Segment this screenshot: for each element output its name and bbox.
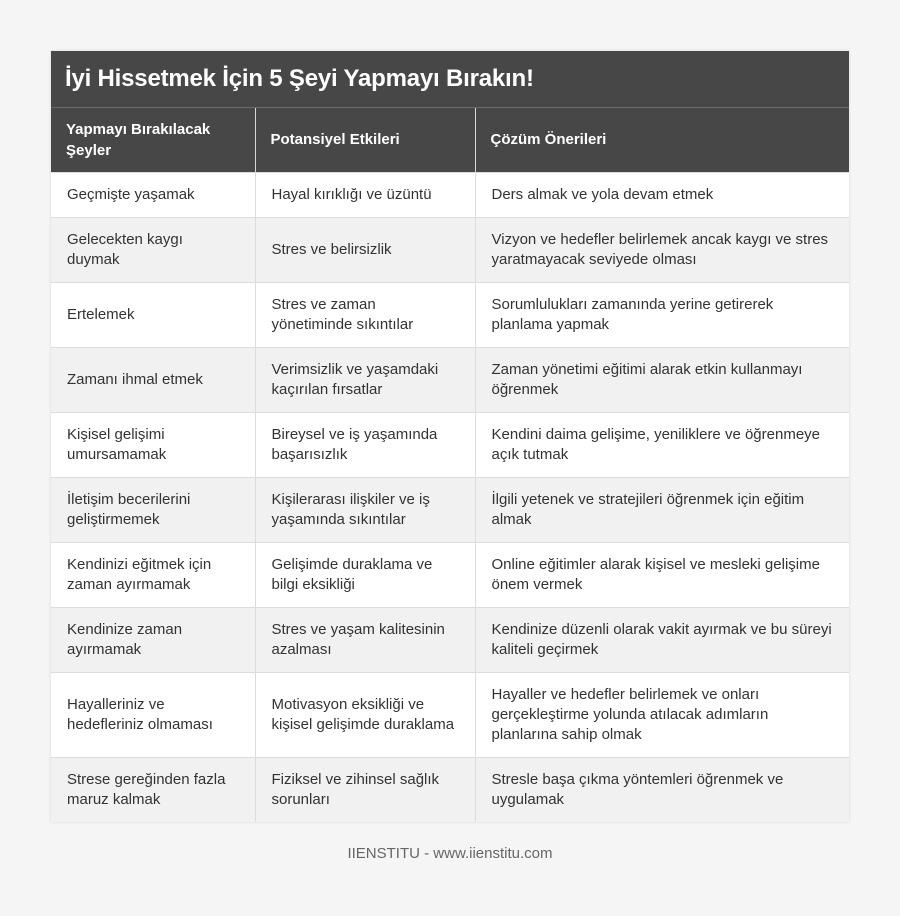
cell-effect: Stres ve belirsizlik [255,217,475,282]
cell-thing: Geçmişte yaşamak [51,172,255,217]
cell-solution: Stresle başa çıkma yöntemleri öğrenmek ve uygulamak [475,757,849,822]
cell-effect: Fiziksel ve zihinsel sağlık sorunları [255,757,475,822]
table-row [51,607,849,672]
table-row [51,412,849,477]
table-row [51,282,849,347]
cell-thing: Kendinize zaman ayırmamak [51,607,255,672]
header-row [51,108,849,172]
cell-solution: Online eğitimler alarak kişisel ve mesleki gelişime önem vermek [475,542,849,607]
cell-effect: Hayal kırıklığı ve üzüntü [255,172,475,217]
column-header-things-to-stop: Yapmayı Bırakılacak Şeyler [51,108,255,172]
cell-solution: Zaman yönetimi eğitimi alarak etkin kullanmayı öğrenmek [475,347,849,412]
cell-solution: Kendinize düzenli olarak vakit ayırmak ve bu süreyi kaliteli geçirmek [475,607,849,672]
cell-thing: Gelecekten kaygı duymak [51,217,255,282]
cell-solution: Ders almak ve yola devam etmek [475,172,849,217]
cell-thing: Hayalleriniz ve hedefleriniz olmaması [51,672,255,757]
cell-solution: Hayaller ve hedefler belirlemek ve onları gerçekleştirme yolunda atılacak adımların planlarına sahip olmak [475,672,849,757]
table-row [51,477,849,542]
cell-thing: Zamanı ihmal etmek [51,347,255,412]
cell-effect: Verimsizlik ve yaşamdaki kaçırılan fırsatlar [255,347,475,412]
cell-solution: Vizyon ve hedefler belirlemek ancak kaygı ve stres yaratmayacak seviyede olması [475,217,849,282]
cell-solution: İlgili yetenek ve stratejileri öğrenmek için eğitim almak [475,477,849,542]
cell-effect: Gelişimde duraklama ve bilgi eksikliği [255,542,475,607]
cell-thing: Ertelemek [51,282,255,347]
column-header-solutions: Çözüm Önerileri [475,108,849,172]
cell-effect: Bireysel ve iş yaşamında başarısızlık [255,412,475,477]
cell-thing: Kendinizi eğitmek için zaman ayırmamak [51,542,255,607]
table-title: İyi Hissetmek İçin 5 Şeyi Yapmayı Bırakın! [51,51,849,108]
table-row [51,672,849,757]
cell-solution: Kendini daima gelişime, yeniliklere ve öğrenmeye açık tutmak [475,412,849,477]
table-row [51,757,849,822]
footer-credit: IIENSTITU - www.iienstitu.com [347,845,553,862]
data-table [51,108,849,822]
cell-effect: Stres ve zaman yönetiminde sıkıntılar [255,282,475,347]
table-card [51,51,849,822]
cell-effect: Kişilerarası ilişkiler ve iş yaşamında sıkıntılar [255,477,475,542]
table-header [51,108,849,172]
table-row [51,542,849,607]
table-row [51,217,849,282]
cell-thing: Strese gereğinden fazla maruz kalmak [51,757,255,822]
table-row [51,172,849,217]
table-row [51,347,849,412]
table-body [51,172,849,822]
cell-thing: Kişisel gelişimi umursamamak [51,412,255,477]
cell-effect: Motivasyon eksikliği ve kişisel gelişimde duraklama [255,672,475,757]
cell-effect: Stres ve yaşam kalitesinin azalması [255,607,475,672]
cell-solution: Sorumlulukları zamanında yerine getirerek planlama yapmak [475,282,849,347]
cell-thing: İletişim becerilerini geliştirmemek [51,477,255,542]
column-header-potential-effects: Potansiyel Etkileri [255,108,475,172]
